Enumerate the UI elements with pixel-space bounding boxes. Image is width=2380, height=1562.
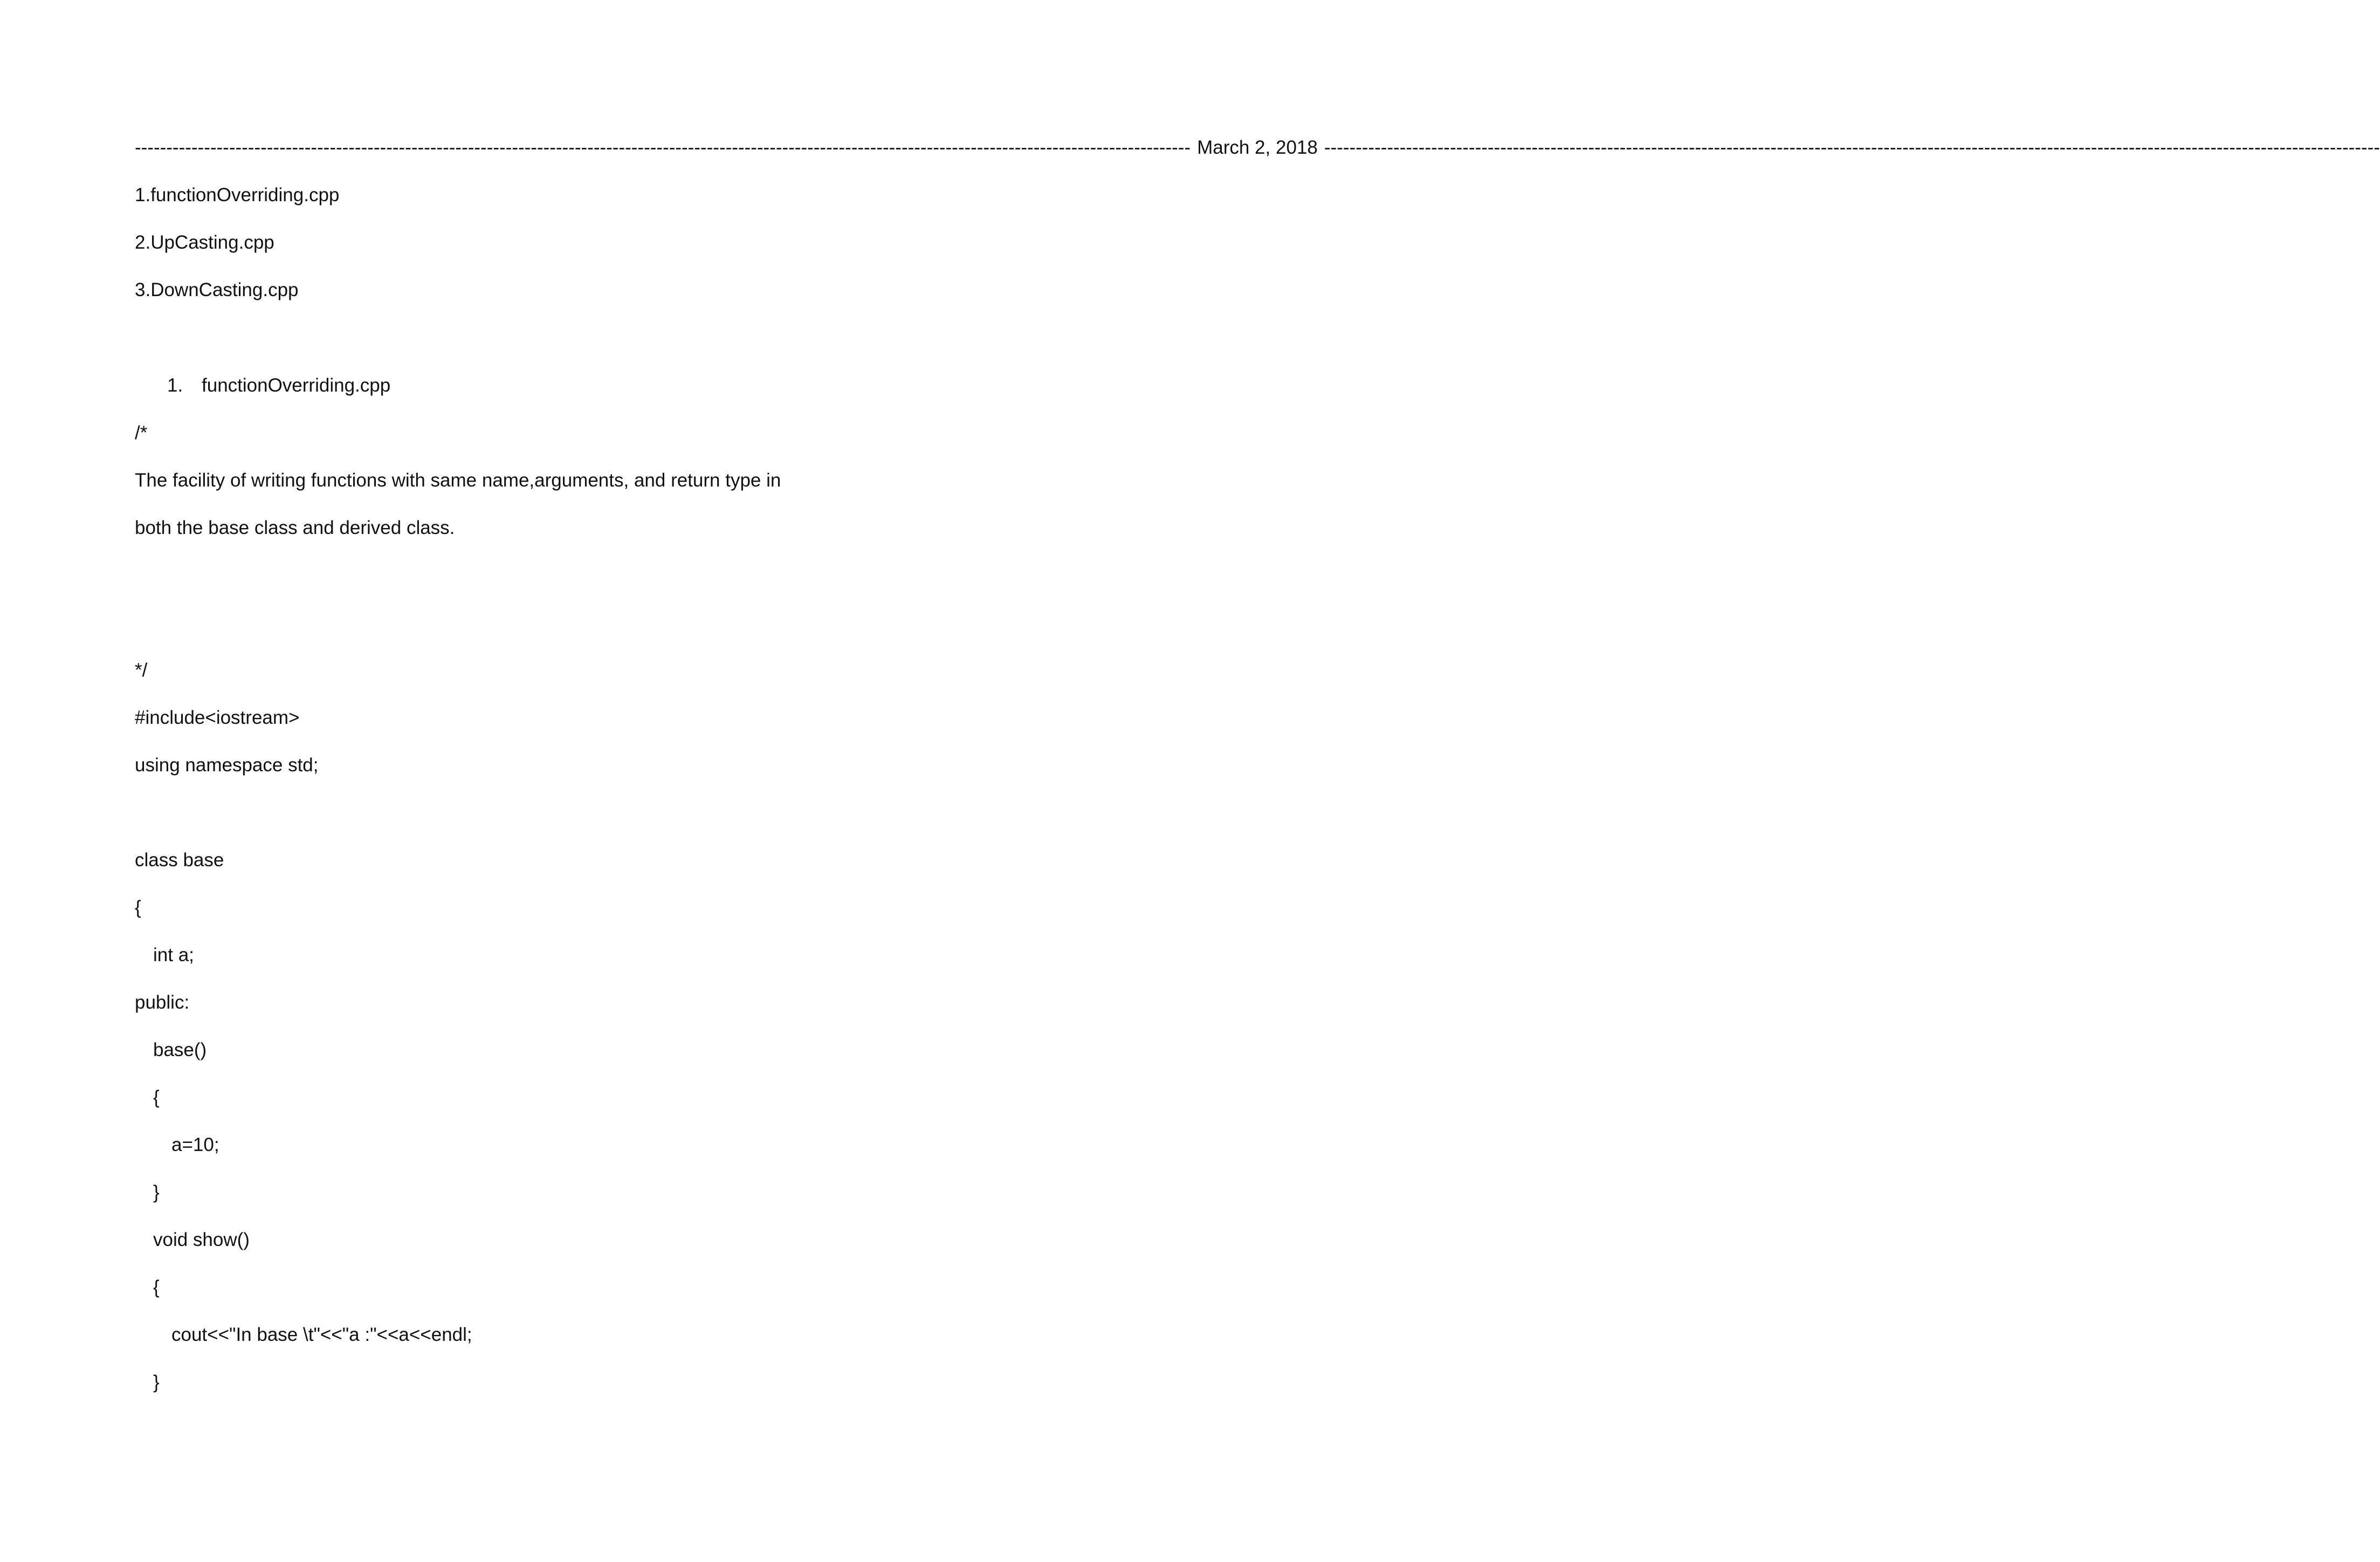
separator-dashes-right: ------------------------------------------------------------------------------------------------------------------------------------------------------------------------	[1324, 137, 2380, 158]
separator-dashes-left: ------------------------------------------------------------------------------------------------------------------------------------------------------------------------	[135, 137, 1191, 158]
code-class-brace-open: {	[135, 897, 141, 918]
code-show-brace-close: }	[153, 1372, 160, 1393]
code-constructor-brace-open: {	[153, 1087, 160, 1108]
description-line-1: The facility of writing functions with same name,arguments, and return type in	[135, 470, 781, 491]
comment-open: /*	[135, 422, 148, 443]
comment-close: */	[135, 660, 148, 681]
toc-item-function-overriding: 1.functionOverriding.cpp	[135, 184, 340, 205]
code-constructor-brace-close: }	[153, 1182, 160, 1203]
code-class-declaration: class base	[135, 849, 224, 871]
description-line-2: both the base class and derived class.	[135, 517, 455, 538]
code-show-declaration: void show()	[153, 1229, 250, 1250]
code-member-declaration: int a;	[153, 944, 194, 965]
toc-item-downcasting: 3.DownCasting.cpp	[135, 279, 299, 300]
toc-item-upcasting: 2.UpCasting.cpp	[135, 232, 274, 253]
code-show-brace-open: {	[153, 1277, 160, 1298]
date-separator	[135, 136, 2380, 160]
document-date: March 2, 2018	[1197, 137, 1318, 158]
section-heading: functionOverriding.cpp	[202, 375, 391, 396]
code-cout-statement: cout<<"In base \t"<<"a :"<<a<<endl;	[171, 1324, 472, 1345]
code-include: #include<iostream>	[135, 707, 300, 728]
section-number: 1.	[167, 375, 183, 396]
code-access-specifier: public:	[135, 992, 190, 1013]
code-assignment: a=10;	[171, 1134, 219, 1155]
code-constructor: base()	[153, 1039, 207, 1060]
code-namespace: using namespace std;	[135, 755, 319, 776]
